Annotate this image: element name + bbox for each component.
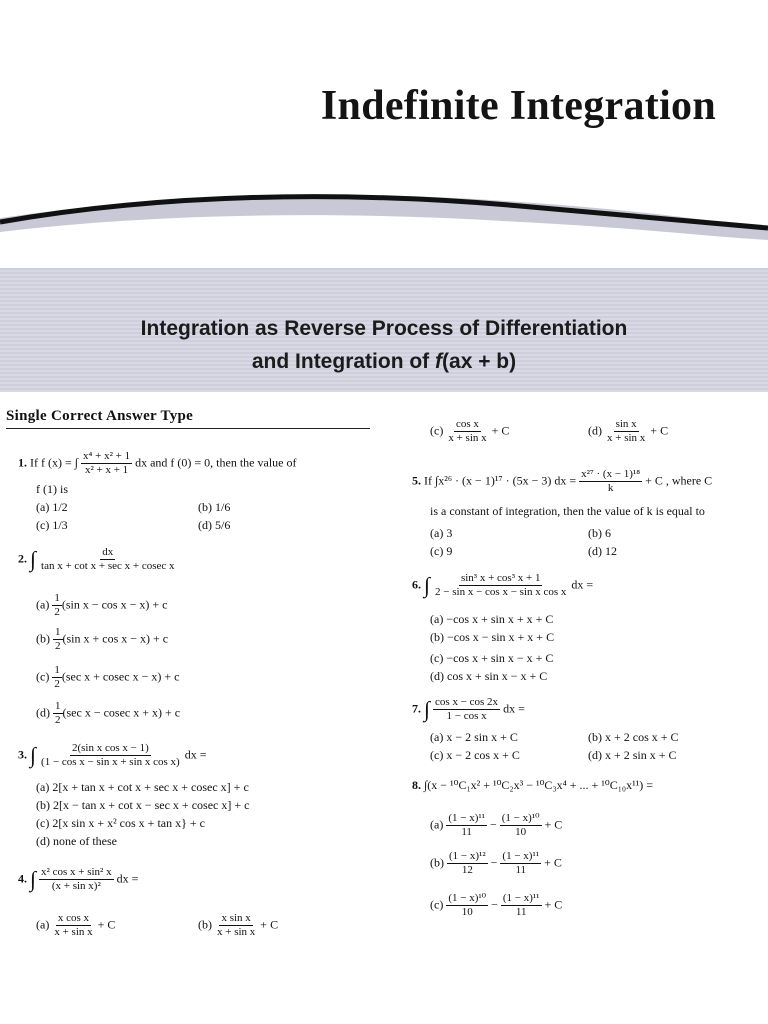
option-1d: (d) 5/6	[198, 518, 231, 532]
option-5c: (c) 9	[430, 544, 453, 558]
option-2a: (a) $\frac{1}{2}$ (sin x − cos x − x) + c	[36, 592, 168, 618]
header-swoosh	[0, 188, 768, 248]
page-title: Indefinite Integration	[320, 83, 716, 129]
option-2d: (d) $\frac{1}{2}$ (sec x − cosec x + x) + c	[36, 700, 181, 726]
option-3a: (a) 2[x + tan x + cot x + sec x + cosec x] + c	[36, 780, 249, 794]
option-6c: (c) −cos x + sin x − x + C	[430, 651, 554, 665]
question-2: 2. ∫ dx tan x + cot x + sec x + cosec x	[18, 546, 175, 572]
question-5-line2: is a constant of integration, then the value of k is equal to	[430, 504, 705, 518]
option-5b: (b) 6	[588, 526, 611, 540]
section-heading: Single Correct Answer Type	[6, 408, 194, 424]
question-7: 7. ∫ $\frac{\text{cos x − cos 2x}}{\text{1 − cos x}}$ dx =	[412, 696, 525, 722]
question-6: 6. ∫ $\frac{\text{sin³ x + cos³ x + 1}}{\text{2 − sin x − cos x − sin x cos x}}$ dx =	[412, 572, 594, 598]
option-8c: (c) $\frac{\text{(1 − x)¹⁰}}{10}$ − $\frac{\text{(1 − x)¹¹}}{11}$ + C	[430, 892, 563, 918]
option-3c: (c) 2[x sin x + x² cos x + tan x} + c	[36, 816, 205, 830]
question-3: 3. ∫ $\frac{\text{2(sin x cos x − 1)}}{\text{(1 − cos x − sin x + sin x cos x)}}$ dx =	[18, 742, 207, 768]
option-4b: (b) $\frac{\text{x sin x}}{\text{x + sin x}}$ + C	[198, 912, 279, 938]
option-8b: (b) $\frac{\text{(1 − x)¹²}}{12}$ − $\frac{\text{(1 − x)¹¹}}{11}$ + C	[430, 850, 562, 876]
option-5a: (a) 3	[430, 526, 453, 540]
question-1-line2: f (1) is	[36, 482, 68, 496]
option-2b: (b) $\frac{1}{2}$ (sin x + cos x − x) + c	[36, 626, 169, 652]
section-rule	[6, 428, 370, 429]
question-4: 4. ∫ $\frac{\text{x² cos x + sin² x}}{\text{(x + sin x)²}}$ dx =	[18, 866, 139, 892]
option-1b: (b) 1/6	[198, 500, 231, 514]
option-6b: (b) −cos x − sin x + x + C	[430, 630, 555, 644]
option-4a: (a) $\frac{\text{x cos x}}{\text{x + sin x}}$ + C	[36, 912, 116, 938]
option-3d: (d) none of these	[36, 834, 117, 848]
option-1c: (c) 1/3	[36, 518, 68, 532]
option-7a: (a) x − 2 sin x + C	[430, 730, 518, 744]
option-7c: (c) x − 2 cos x + C	[430, 748, 520, 762]
banner-title: Integration as Reverse Process of Differentiation and Integration of f(ax + b)	[140, 317, 628, 373]
option-2c: (c) $\frac{1}{2}$ (sec x + cosec x − x) + c	[36, 664, 180, 690]
option-5d: (d) 12	[588, 544, 617, 558]
question-8: 8. ∫(x − ¹⁰C₁x² + ¹⁰C₂x³ − ¹⁰C₃x⁴ + ... + ¹⁰C₁₀x¹¹) =	[412, 778, 654, 792]
option-1a: (a) 1/2	[36, 500, 68, 514]
option-7d: (d) x + 2 sin x + C	[588, 748, 677, 762]
option-6d: (d) cos x + sin x − x + C	[430, 669, 548, 683]
option-7b: (b) x + 2 cos x + C	[588, 730, 679, 744]
question-5: 5. If ∫x²⁶ · (x − 1)¹⁷ · (5x − 3) dx = $\frac{\text{x²⁷ · (x − 1)¹⁸}}{k}$ + C , where C	[412, 468, 713, 494]
option-6a: (a) −cos x + sin x + x + C	[430, 612, 554, 626]
question-1: 1. If f (x) = ∫ $\frac{\text{x⁴ + x² + 1}}{\text{x² + x + 1}}$ dx and f (0) = 0, then the value of	[18, 450, 297, 476]
option-3b: (b) 2[x − tan x + cot x − sec x + cosec x] + c	[36, 798, 250, 812]
option-4d: (d) $\frac{\text{sin x}}{\text{x + sin x}}$ + C	[588, 418, 669, 444]
option-8a: (a) $\frac{\text{(1 − x)¹¹}}{11}$ − $\frac{\text{(1 − x)¹⁰}}{10}$ + C	[430, 812, 563, 838]
option-4c: (c) $\frac{\text{cos x}}{\text{x + sin x}}$ + C	[430, 418, 510, 444]
